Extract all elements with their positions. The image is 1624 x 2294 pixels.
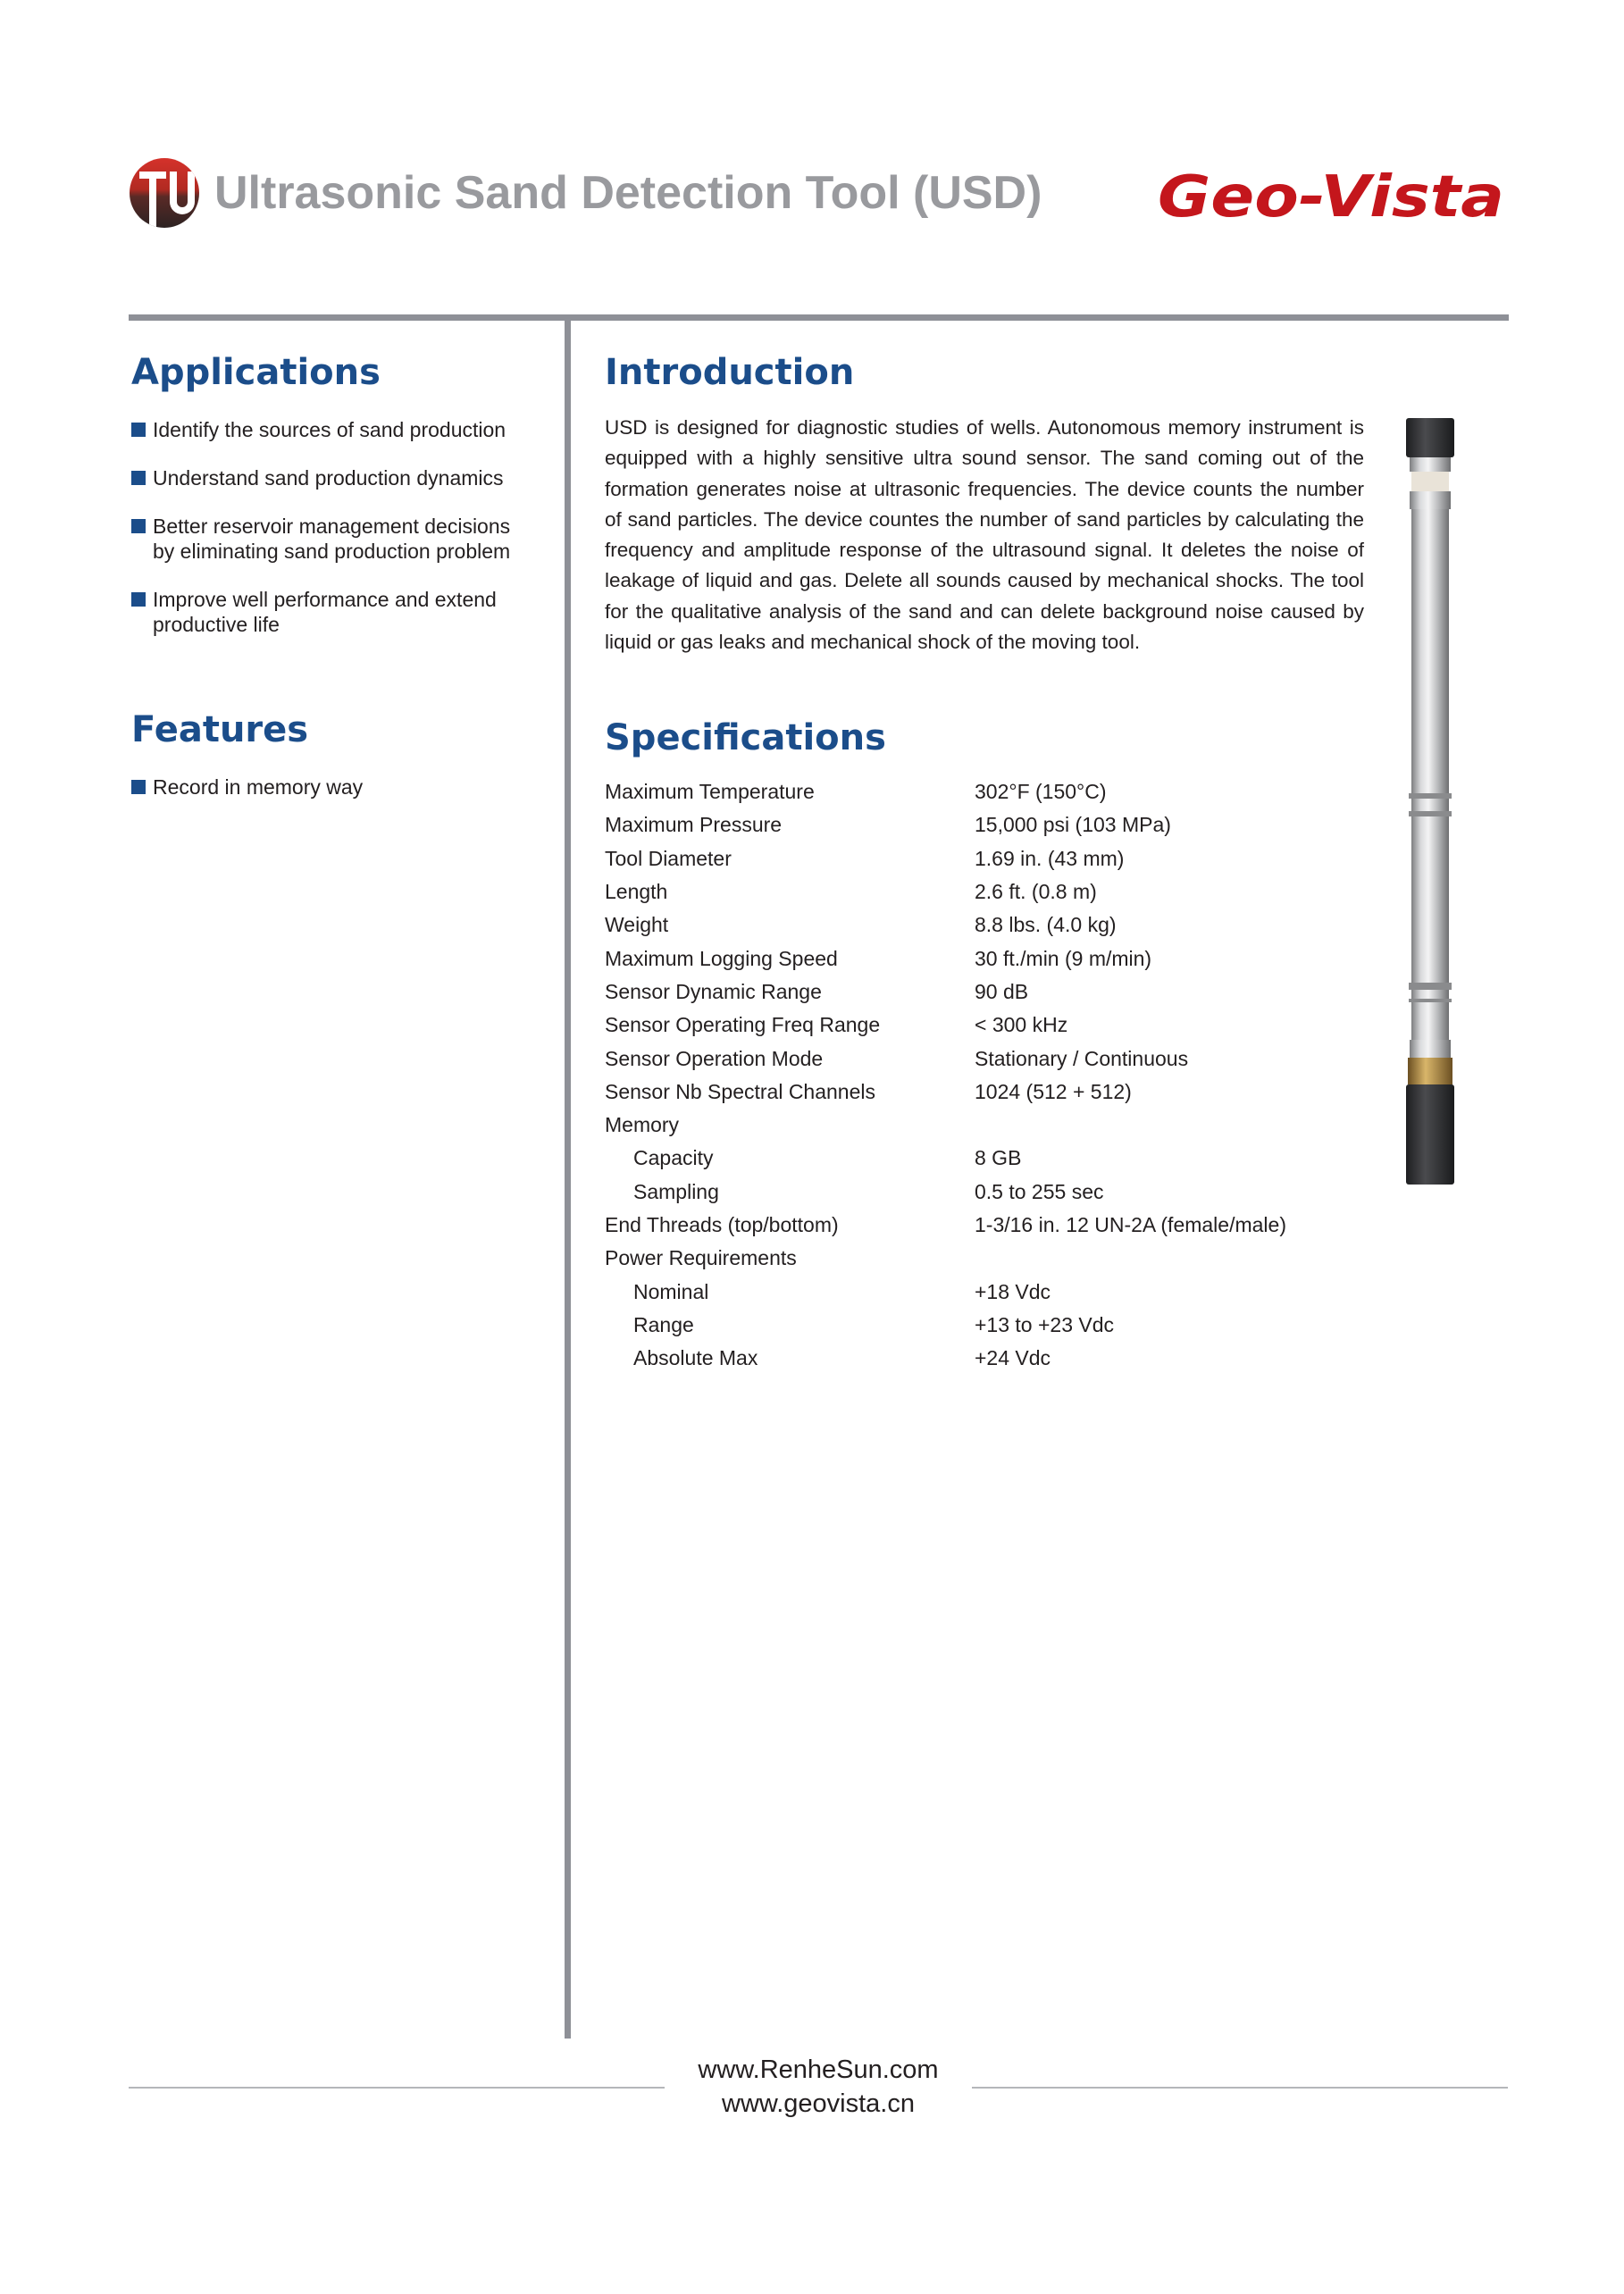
table-row bbox=[605, 1009, 1409, 1042]
table-row bbox=[605, 1309, 1409, 1342]
spec-value: 0.5 to 255 sec bbox=[975, 1179, 1104, 1203]
table-row bbox=[605, 775, 1409, 808]
spec-label: Range bbox=[633, 1312, 694, 1336]
table-row bbox=[605, 1109, 1409, 1142]
spec-label: Weight bbox=[605, 913, 669, 937]
features-section bbox=[131, 709, 524, 823]
table-row bbox=[605, 908, 1409, 942]
svg-text:Geo-Vista: Geo-Vista bbox=[1158, 164, 1504, 227]
spec-label: Length bbox=[605, 880, 668, 904]
specifications-table bbox=[605, 775, 1409, 1375]
header-divider bbox=[129, 314, 1509, 321]
spec-label: Absolute Max bbox=[633, 1346, 758, 1370]
spec-label: Maximum Temperature bbox=[605, 780, 815, 804]
applications-list bbox=[131, 417, 524, 637]
column-divider bbox=[565, 314, 571, 2039]
table-row bbox=[605, 808, 1409, 841]
spec-value: 302°F (150°C) bbox=[975, 780, 1107, 804]
spec-label: Nominal bbox=[633, 1279, 709, 1303]
spec-label: Sensor Dynamic Range bbox=[605, 979, 822, 1003]
renhesun-website-link[interactable]: www.RenheSun.com bbox=[698, 2055, 939, 2084]
list-item: Understand sand production dynamics bbox=[131, 465, 524, 490]
footer-links bbox=[665, 2053, 972, 2121]
applications-section bbox=[131, 352, 524, 660]
spec-label: Sensor Operating Freq Range bbox=[605, 1013, 881, 1037]
table-row bbox=[605, 942, 1409, 975]
bullet-square-icon bbox=[131, 780, 146, 794]
spec-value: 2.6 ft. (0.8 m) bbox=[975, 880, 1097, 904]
list-item: Improve well performance and extend productive life bbox=[131, 587, 524, 637]
bullet-square-icon bbox=[131, 519, 146, 533]
spec-value: +24 Vdc bbox=[975, 1346, 1051, 1370]
table-row bbox=[605, 1242, 1409, 1275]
spec-label: Capacity bbox=[633, 1146, 714, 1170]
spec-value: +18 Vdc bbox=[975, 1279, 1051, 1303]
spec-value: < 300 kHz bbox=[975, 1013, 1068, 1037]
features-heading: Features bbox=[131, 709, 309, 750]
footer-rule-right bbox=[972, 2087, 1508, 2089]
list-item: Record in memory way bbox=[131, 774, 524, 800]
applications-heading: Applications bbox=[131, 352, 381, 393]
spec-value: 8.8 lbs. (4.0 kg) bbox=[975, 913, 1117, 937]
spec-value: 8 GB bbox=[975, 1146, 1022, 1170]
introduction-heading: Introduction bbox=[605, 352, 855, 393]
table-row bbox=[605, 1275, 1409, 1308]
table-row bbox=[605, 1042, 1409, 1075]
geovista-website-link[interactable]: www.geovista.cn bbox=[722, 2089, 915, 2118]
spec-label: Maximum Pressure bbox=[605, 813, 783, 837]
spec-value: 1024 (512 + 512) bbox=[975, 1079, 1132, 1103]
list-item: Identify the sources of sand production bbox=[131, 417, 524, 442]
table-row bbox=[605, 842, 1409, 875]
table-row bbox=[605, 1176, 1409, 1209]
document-title: Ultrasonic Sand Detection Tool (USD) bbox=[214, 167, 1042, 219]
spec-value: Stationary / Continuous bbox=[975, 1046, 1189, 1070]
table-row bbox=[605, 1142, 1409, 1175]
spec-value: 1.69 in. (43 mm) bbox=[975, 846, 1125, 870]
footer-rule-left bbox=[129, 2087, 665, 2089]
table-row bbox=[605, 1342, 1409, 1375]
geo-vista-brand-logo bbox=[1158, 164, 1506, 227]
spec-value: 30 ft./min (9 m/min) bbox=[975, 946, 1152, 970]
spec-value: 90 dB bbox=[975, 979, 1029, 1003]
spec-label: Sampling bbox=[633, 1179, 719, 1203]
spec-value: 15,000 psi (103 MPa) bbox=[975, 813, 1171, 837]
renhesun-logo-icon bbox=[129, 157, 200, 229]
spec-value bbox=[975, 1242, 1409, 1275]
usd-tool-image bbox=[1404, 418, 1456, 1185]
bullet-square-icon bbox=[131, 471, 146, 485]
features-list bbox=[131, 774, 524, 800]
spec-value: 1-3/16 in. 12 UN-2A (female/male) bbox=[975, 1213, 1286, 1236]
bullet-square-icon bbox=[131, 592, 146, 607]
spec-value bbox=[975, 1109, 1409, 1142]
spec-group-label: Power Requirements bbox=[605, 1246, 797, 1270]
table-row bbox=[605, 1076, 1409, 1109]
table-row bbox=[605, 875, 1409, 908]
bullet-square-icon bbox=[131, 423, 146, 437]
table-row bbox=[605, 975, 1409, 1009]
spec-group-label: Memory bbox=[605, 1113, 680, 1137]
spec-label: Sensor Operation Mode bbox=[605, 1046, 824, 1070]
list-item: Better reservoir management decisions by eliminating sand production problem bbox=[131, 514, 524, 564]
spec-label: Tool Diameter bbox=[605, 846, 732, 870]
spec-label: End Threads (top/bottom) bbox=[605, 1213, 839, 1236]
spec-label: Sensor Nb Spectral Channels bbox=[605, 1079, 875, 1103]
specifications-heading: Specifications bbox=[605, 717, 886, 758]
spec-label: Maximum Logging Speed bbox=[605, 946, 838, 970]
introduction-text: USD is designed for diagnostic studies of wells. Autonomous memory instrument is equipped with a highly sensitive ultra sound sensor. The sand coming out of the formation generates noise at ultrasonic frequencies. The device counts the number of sand particles. The device countes the number of sand particles by calculating the frequency and amplitude response of the ultrasound signal. It deletes the noise of leakage of liquid and gas. Delete all sounds caused by mechanical shocks. The tool for the qualitative analysis of the sand and can delete background noise caused by liquid or gas leaks and mechanical shock of the moving tool. bbox=[605, 416, 1364, 654]
table-row bbox=[605, 1209, 1409, 1242]
spec-value: +13 to +23 Vdc bbox=[975, 1312, 1115, 1336]
